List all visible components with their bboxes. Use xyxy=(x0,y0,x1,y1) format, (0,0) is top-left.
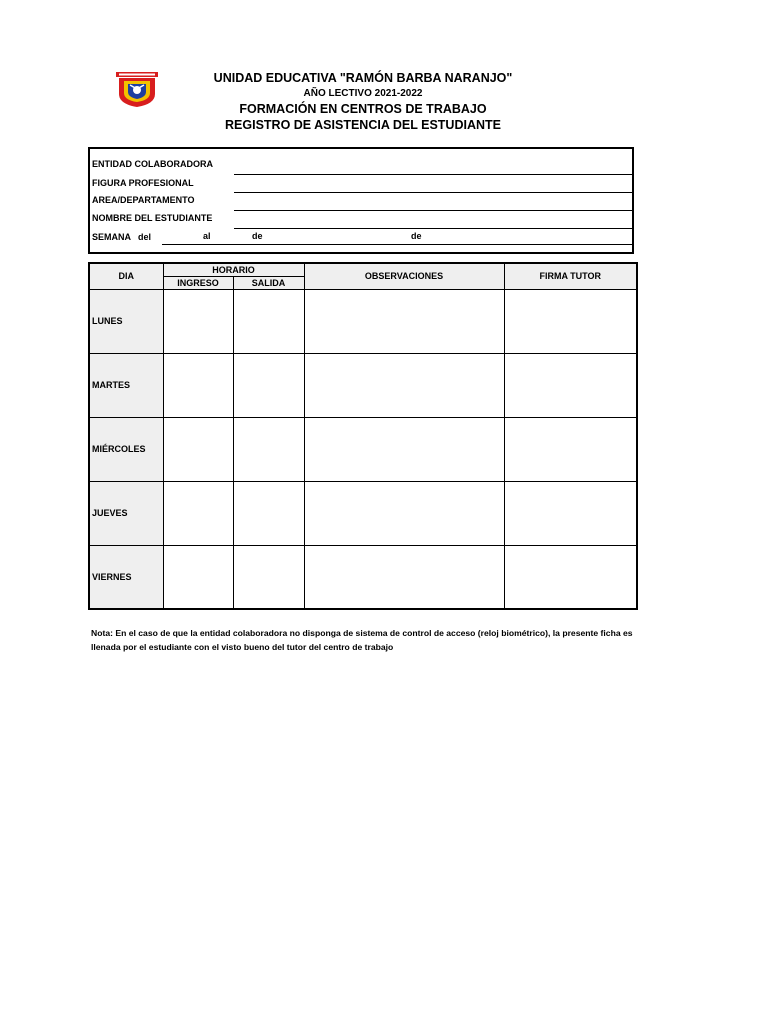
semana-field[interactable] xyxy=(162,244,632,245)
entidad-label: ENTIDAD COLABORADORA xyxy=(92,159,213,169)
form-title: REGISTRO DE ASISTENCIA DEL ESTUDIANTE xyxy=(225,118,501,132)
table-row xyxy=(89,417,637,481)
day-lunes: LUNES xyxy=(89,289,163,353)
firma-cell[interactable] xyxy=(504,417,637,481)
nombre-field[interactable] xyxy=(234,228,632,229)
school-year: AÑO LECTIVO 2021-2022 xyxy=(303,88,423,99)
salida-cell[interactable] xyxy=(233,545,304,609)
day-martes: MARTES xyxy=(89,353,163,417)
table-row xyxy=(89,353,637,417)
firma-cell[interactable] xyxy=(504,353,637,417)
observaciones-cell[interactable] xyxy=(304,417,504,481)
observaciones-cell[interactable] xyxy=(304,353,504,417)
col-firma-tutor: FIRMA TUTOR xyxy=(504,263,637,289)
institution-title: UNIDAD EDUCATIVA "RAMÓN BARBA NARANJO" xyxy=(213,71,513,85)
figura-field[interactable] xyxy=(234,192,632,193)
observaciones-cell[interactable] xyxy=(304,545,504,609)
ingreso-cell[interactable] xyxy=(163,545,233,609)
salida-cell[interactable] xyxy=(233,289,304,353)
col-salida: SALIDA xyxy=(233,276,304,289)
salida-cell[interactable] xyxy=(233,417,304,481)
entidad-field[interactable] xyxy=(234,174,632,175)
figura-label: FIGURA PROFESIONAL xyxy=(92,178,194,188)
salida-cell[interactable] xyxy=(233,353,304,417)
observaciones-cell[interactable] xyxy=(304,289,504,353)
area-field[interactable] xyxy=(234,210,632,211)
firma-cell[interactable] xyxy=(504,481,637,545)
col-ingreso: INGRESO xyxy=(163,276,233,289)
firma-cell[interactable] xyxy=(504,545,637,609)
footnote: Nota: En el caso de que la entidad colaboradora no disponga de sistema de control de acceso (reloj biométrico), la presente ficha es llenada por el estudiante con el visto bueno del tutor del centro de trabajo xyxy=(91,628,633,652)
col-dia: DIA xyxy=(89,263,163,289)
table-row xyxy=(89,545,637,609)
salida-cell[interactable] xyxy=(233,481,304,545)
table-row xyxy=(89,481,637,545)
table-header-row xyxy=(89,263,637,276)
nombre-label: NOMBRE DEL ESTUDIANTE xyxy=(92,213,213,223)
semana-label: SEMANA xyxy=(92,232,132,242)
area-label: AREA/DEPARTAMENTO xyxy=(92,195,195,205)
ingreso-cell[interactable] xyxy=(163,417,233,481)
de-label-2: de xyxy=(411,231,422,241)
program-title: FORMACIÓN EN CENTROS DE TRABAJO xyxy=(239,102,487,116)
ingreso-cell[interactable] xyxy=(163,481,233,545)
firma-cell[interactable] xyxy=(504,289,637,353)
day-viernes: VIERNES xyxy=(89,545,163,609)
de-label-1: de xyxy=(252,231,263,241)
ingreso-cell[interactable] xyxy=(163,289,233,353)
del-label: del xyxy=(138,232,152,242)
day-miercoles: MIÉRCOLES xyxy=(89,417,163,481)
ingreso-cell[interactable] xyxy=(163,353,233,417)
col-horario: HORARIO xyxy=(163,263,304,276)
col-observaciones: OBSERVACIONES xyxy=(304,263,504,289)
observaciones-cell[interactable] xyxy=(304,481,504,545)
student-info-box xyxy=(88,147,634,254)
attendance-table xyxy=(88,262,638,610)
day-jueves: JUEVES xyxy=(89,481,163,545)
al-label: al xyxy=(203,231,211,241)
table-row xyxy=(89,289,637,353)
